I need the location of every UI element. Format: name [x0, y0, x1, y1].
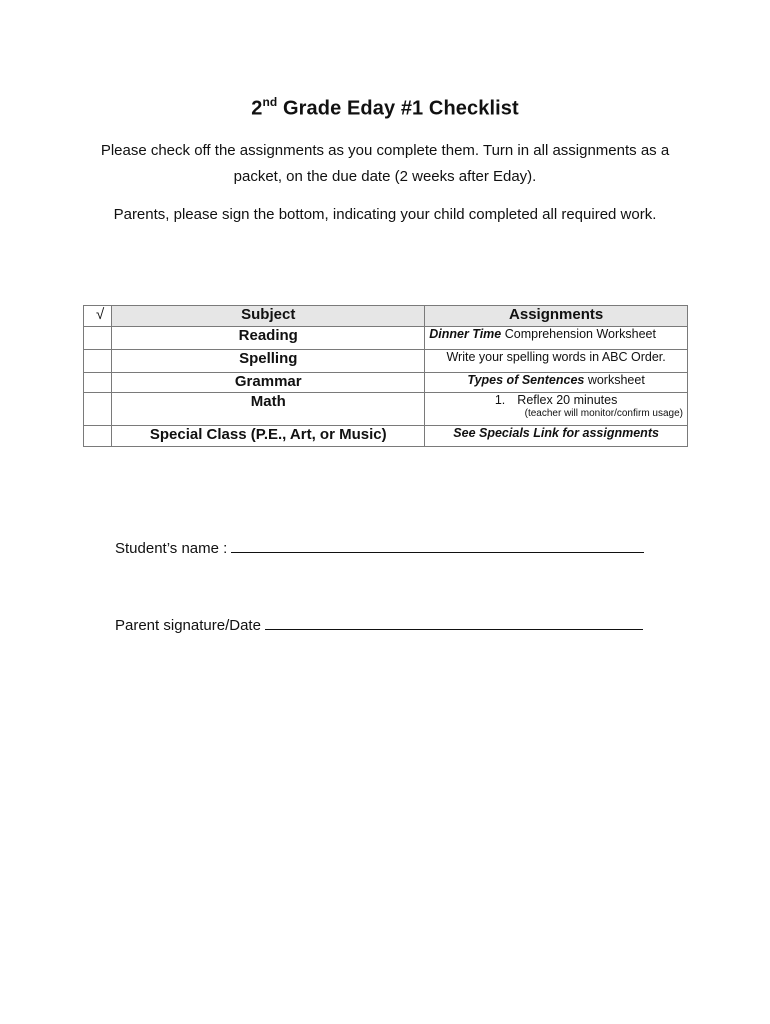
parent-instructions-paragraph: Parents, please sign the bottom, indicating your child completed all required work. [113, 206, 657, 223]
table-header-row [84, 306, 688, 327]
subject-cell: Grammar [112, 373, 425, 393]
numbered-assignment [495, 393, 618, 407]
assignment-number: 1. [494, 393, 506, 407]
assignment-cell [425, 426, 688, 447]
assignment-emphasis: Dinner Time [429, 327, 502, 341]
table-row [84, 426, 688, 447]
parent-signature-label: Parent signature/Date [115, 617, 261, 634]
title-rest: Grade Eday #1 Checklist [277, 97, 519, 120]
instructions-paragraph: Please check off the assignments as you complete them. Turn in all assignments as a packet, on the due date (2 weeks after Eday). [100, 142, 670, 185]
parent-signature-field[interactable] [265, 615, 643, 630]
assignment-checklist-table [83, 305, 688, 447]
assignment-note: (teacher will monitor/confirm usage) [524, 408, 683, 419]
assignment-text: Write your spelling words in ABC Order. [446, 350, 666, 364]
table-row [84, 393, 688, 426]
subject-column-header: Subject [112, 306, 425, 327]
check-cell-grammar[interactable] [84, 373, 112, 393]
assignments-column-header: Assignments [425, 306, 688, 327]
check-column-header: √ [84, 306, 112, 327]
subject-cell: Reading [112, 327, 425, 350]
table-row [84, 327, 688, 350]
assignment-cell [425, 350, 688, 373]
parent-signature-line [115, 615, 643, 634]
page-title [0, 96, 770, 121]
check-cell-special[interactable] [84, 426, 112, 447]
assignment-text: Reflex 20 minutes [517, 393, 618, 407]
table-row [84, 373, 688, 393]
assignment-text: Comprehension Worksheet [501, 327, 656, 341]
check-cell-reading[interactable] [84, 327, 112, 350]
assignment-emphasis: Types of Sentences [467, 373, 585, 387]
assignment-cell [425, 393, 688, 426]
subject-cell: Spelling [112, 350, 425, 373]
check-cell-spelling[interactable] [84, 350, 112, 373]
subject-cell: Special Class (P.E., Art, or Music) [112, 426, 425, 447]
table-row [84, 350, 688, 373]
assignment-emphasis: See Specials Link for assignments [453, 426, 659, 440]
student-name-field[interactable] [231, 538, 644, 553]
assignment-cell [425, 327, 688, 350]
title-prefix: 2 [251, 97, 263, 120]
student-name-line [115, 538, 644, 557]
subject-cell: Math [112, 393, 425, 426]
student-name-label: Student’s name : [115, 540, 228, 557]
check-cell-math[interactable] [84, 393, 112, 426]
assignment-text: worksheet [584, 373, 645, 387]
assignment-cell [425, 373, 688, 393]
title-superscript: nd [262, 95, 278, 109]
